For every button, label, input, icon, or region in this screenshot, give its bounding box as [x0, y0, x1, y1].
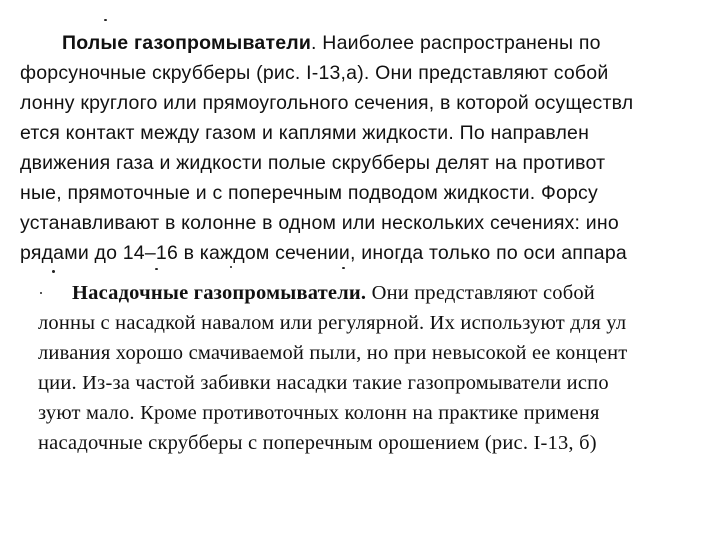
scan-speck — [104, 19, 107, 21]
text-line — [20, 244, 627, 268]
scan-speck — [342, 267, 345, 269]
line-text: ливания хорошо смачиваемой пыли, но при невысокой ее концент — [38, 342, 628, 364]
line-text: насадочные скрубберы с поперечным орошением (рис. I-13, б) — [38, 432, 597, 454]
line-text: движения газа и жидкости полые скрубберы делят на противот — [20, 152, 606, 174]
text-line — [38, 433, 597, 460]
scan-speck — [52, 270, 55, 273]
line-text: Они представляют собой — [366, 282, 595, 304]
scan-speck — [155, 268, 158, 270]
line-text: ется контакт между газом и каплями жидкости. По направлен — [20, 122, 590, 144]
line-text: лонну круглого или прямоугольного сечения, в которой осуществл — [20, 92, 634, 114]
text-line — [20, 184, 598, 208]
text-line — [38, 343, 627, 370]
line-text: зуют мало. Кроме противоточных колонн на практике применя — [38, 402, 600, 424]
text-line — [38, 403, 600, 430]
line-text: . Наиболее распространены по — [311, 32, 601, 54]
line-text: форсуночные скрубберы (рис. I-13,а). Они представляют собой — [20, 62, 609, 84]
paragraph-heading: Насадочные газопромыватели. — [72, 282, 367, 304]
line-text: ные, прямоточные и с поперечным подводом жидкости. Форсу — [20, 182, 598, 204]
text-line — [20, 214, 619, 238]
line-text: устанавливают в колонне в одном или нескольких сечениях: ино — [20, 212, 619, 234]
scan-speck — [230, 266, 232, 268]
text-line — [20, 64, 608, 88]
text-line — [20, 124, 589, 148]
scan-speck — [40, 292, 42, 294]
text-line — [72, 283, 595, 310]
paragraph-heading: Полые газопромыватели — [62, 32, 312, 54]
line-text: ции. Из-за частой забивки насадки такие газопромыватели испо — [38, 372, 609, 394]
text-line — [38, 373, 609, 400]
text-line — [62, 34, 601, 58]
text-line — [38, 313, 626, 340]
line-text: лонны с насадкой навалом или регулярной. Их используют для ул — [38, 312, 627, 334]
text-line — [20, 94, 633, 118]
line-text: рядами до 14–16 в каждом сечении, иногда только по оси аппара — [20, 242, 627, 264]
text-line — [20, 154, 605, 178]
